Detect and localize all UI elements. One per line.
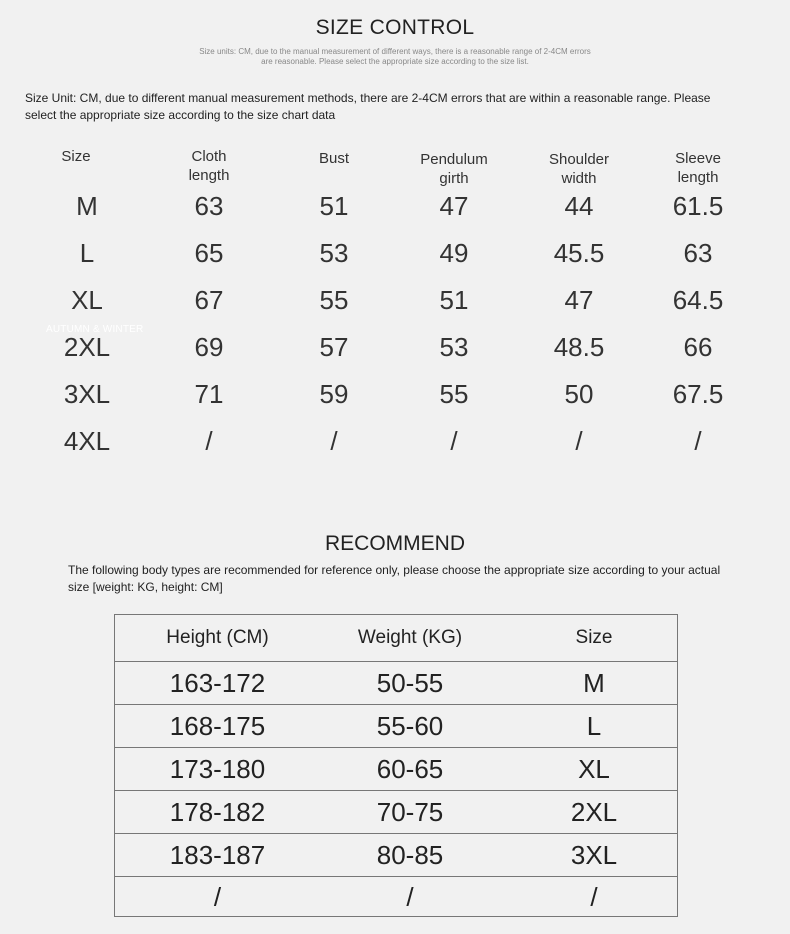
recommend-row: [115, 705, 677, 748]
size-value: 44: [564, 191, 594, 221]
recommend-cell: 80-85: [376, 839, 444, 870]
size-value: 50: [564, 379, 594, 409]
size-value: 67: [194, 285, 224, 315]
size-header-3: [399, 150, 509, 188]
size-header-line: Pendulum: [420, 151, 488, 168]
size-value: 65: [194, 238, 224, 268]
recommend-row: [115, 877, 677, 918]
size-units-note-line2: are reasonable. Please select the appropriate size according to the size list.: [261, 57, 529, 66]
recommend-cell: 163-172: [169, 667, 266, 698]
size-value: /: [575, 426, 583, 456]
size-value: 45.5: [553, 238, 605, 268]
recommend-header-cell: Weight (KG): [357, 627, 463, 648]
size-label: L: [79, 238, 95, 268]
recommend-row: [115, 834, 677, 877]
size-value: 71: [194, 379, 224, 409]
size-value: 51: [439, 285, 469, 315]
page-title: SIZE CONTROL: [315, 16, 475, 39]
size-value: 61.5: [672, 191, 724, 221]
recommend-cell: 55-60: [376, 710, 444, 741]
recommend-cell: 3XL: [570, 839, 618, 870]
recommend-header-cell: Height (CM): [166, 627, 269, 648]
size-value: /: [205, 426, 213, 456]
size-value: 49: [439, 238, 469, 268]
recommend-cell: 173-180: [169, 753, 266, 784]
size-value: 48.5: [553, 332, 605, 362]
size-label: M: [76, 191, 98, 221]
size-label: 4XL: [63, 426, 111, 456]
recommend-description: The following body types are recommended for reference only, please choose the appropriate size according to your actual size [weight: KG, height: CM]: [68, 563, 721, 594]
size-value: 69: [194, 332, 224, 362]
recommend-row: [115, 791, 677, 834]
size-value: 53: [319, 238, 349, 268]
size-value: /: [330, 426, 338, 456]
recommend-header-row: [115, 615, 677, 662]
size-value: 67.5: [672, 379, 724, 409]
recommend-cell: M: [583, 667, 605, 698]
size-header-4: [524, 150, 634, 188]
recommend-row: [115, 748, 677, 791]
size-header-line: length: [677, 169, 719, 186]
size-value: 57: [319, 332, 349, 362]
size-value: /: [450, 426, 458, 456]
size-units-note-line1: Size units: CM, due to the manual measurement of different ways, there is a reasonable range of 2-4CM errors: [199, 47, 591, 56]
size-header-line: length: [188, 167, 230, 184]
recommend-row: [115, 662, 677, 705]
size-header-2: [279, 149, 389, 168]
size-header-line: Sleeve: [675, 150, 721, 167]
recommend-cell: 183-187: [169, 839, 266, 870]
size-header-line: width: [561, 170, 597, 187]
recommend-cell: L: [586, 710, 602, 741]
recommend-cell: 60-65: [376, 753, 444, 784]
size-table-description: Size Unit: CM, due to different manual measurement methods, there are 2-4CM errors that are within a reasonable range. Please select the appropriate size according to the size chart data: [25, 91, 711, 122]
size-header-line: Cloth: [191, 148, 227, 165]
size-value: 66: [683, 332, 713, 362]
size-header-line: girth: [439, 170, 469, 187]
size-value: 47: [439, 191, 469, 221]
size-label: XL: [71, 285, 103, 315]
size-label: 2XL: [63, 332, 111, 362]
recommend-cell: 2XL: [570, 796, 618, 827]
size-value: 64.5: [672, 285, 724, 315]
recommend-cell: 70-75: [376, 796, 444, 827]
recommend-cell: /: [406, 882, 414, 912]
recommend-cell: 50-55: [376, 667, 444, 698]
size-value: 55: [319, 285, 349, 315]
recommend-title: RECOMMEND: [325, 532, 465, 555]
size-value: 59: [319, 379, 349, 409]
size-value: 55: [439, 379, 469, 409]
size-value: 63: [683, 238, 713, 268]
recommend-cell: /: [590, 882, 598, 912]
recommend-cell: /: [213, 882, 222, 912]
size-header-0: [21, 147, 131, 166]
size-value: 51: [319, 191, 349, 221]
size-header-line: Shoulder: [548, 151, 610, 168]
recommend-cell: XL: [578, 753, 610, 784]
size-header-1: [154, 147, 264, 185]
size-value: 63: [194, 191, 224, 221]
size-label: 3XL: [63, 379, 111, 409]
recommend-header-cell: Size: [575, 627, 613, 648]
size-value: 47: [564, 285, 594, 315]
recommend-table: [114, 614, 678, 917]
size-header-line: Size: [61, 148, 91, 165]
watermark-text: AUTUMN & WINTER: [46, 324, 144, 335]
size-header-line: Bust: [318, 150, 349, 167]
size-value: 53: [439, 332, 469, 362]
recommend-cell: 178-182: [169, 796, 266, 827]
recommend-cell: 168-175: [169, 710, 266, 741]
size-value: /: [694, 426, 702, 456]
size-header-5: [643, 149, 753, 187]
